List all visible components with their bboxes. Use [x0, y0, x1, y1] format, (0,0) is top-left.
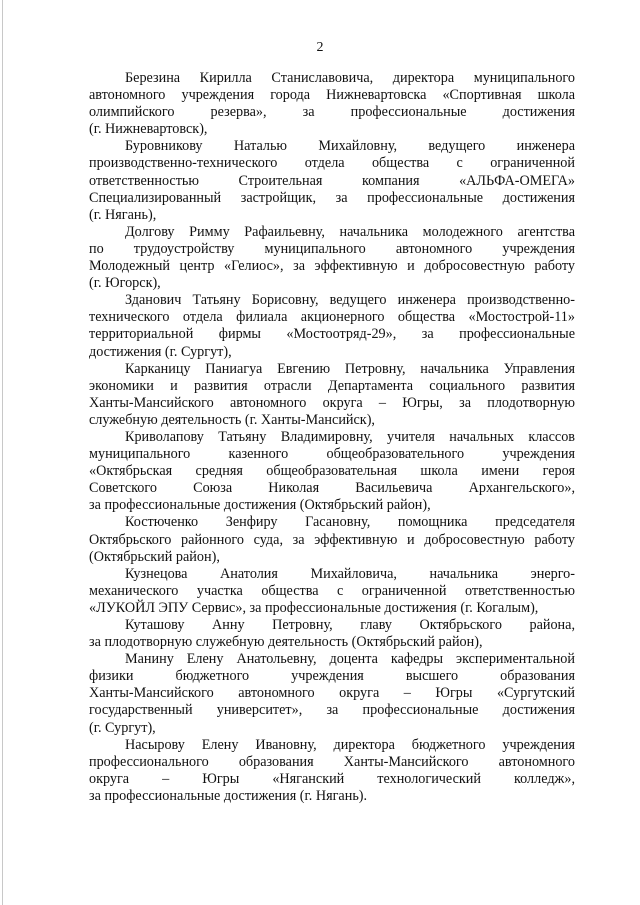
paragraph-line: Манину Елену Анатольевну, доцента кафедры экспериментальной	[125, 651, 575, 668]
paragraph-line: Ханты-Мансийского автономного округа – Югры «Сургутский	[89, 685, 575, 702]
paragraph-line: «Октябрьская средняя общеобразовательная школа имени героя	[89, 463, 575, 480]
award-paragraph	[89, 429, 575, 514]
paragraph-line: Насырову Елену Ивановну, директора бюджетного учреждения	[125, 736, 575, 753]
paragraph-line: за профессиональные достижения (Октябрьский район),	[89, 497, 431, 514]
award-paragraph	[89, 70, 575, 138]
paragraph-line: Куташову Анну Петровну, главу Октябрьского района,	[125, 617, 575, 633]
paragraph-line: Криволапову Татьяну Владимировну, учителя начальных классов	[125, 428, 575, 445]
paragraph-line: Ханты-Мансийского автономного округа – Югры, за плодотворную	[89, 394, 575, 411]
paragraph-line: Карканицу Паниагуа Евгению Петровну, начальника Управления	[125, 360, 575, 377]
paragraph-line: Буровникову Наталью Михайловну, ведущего инженера	[125, 138, 575, 155]
paragraph-line: служебную деятельность (г. Ханты-Мансийск),	[89, 411, 375, 428]
paragraph-line: по трудоустройству муниципального автономного учреждения	[89, 240, 575, 257]
paragraph-line: муниципального казенного общеобразовательного учреждения	[89, 446, 575, 463]
paragraph-line: ответственностью Строительная компания «АЛЬФА-ОМЕГА»	[89, 172, 575, 189]
paragraph-line: за профессиональные достижения (г. Нягань).	[89, 787, 368, 804]
paragraph-line: технического отдела филиала акционерного общества «Мостострой-11»	[89, 309, 575, 326]
award-paragraph	[89, 361, 575, 429]
award-paragraph	[89, 138, 575, 223]
paragraph-line: «ЛУКОЙЛ ЭПУ Сервис», за профессиональные достижения (г. Когалым),	[89, 599, 539, 616]
paragraph-line: Костюченко Зенфиру Гасановну, помощника председателя	[125, 514, 575, 531]
paragraph-line: автономного учреждения города Нижневартовска «Спортивная школа	[89, 87, 575, 104]
paragraph-line: (г. Нягань),	[89, 206, 157, 223]
paragraph-line: экономики и развития отрасли Департамента социального развития	[89, 377, 575, 394]
paragraph-line: Долгову Римму Рафаильевну, начальника молодежного агентства	[125, 223, 575, 240]
page-edge-line	[2, 0, 3, 905]
paragraph-line: государственный университет», за профессиональные достижения	[89, 702, 575, 719]
paragraph-line: профессионального образования Ханты-Мансийского автономного	[89, 753, 575, 770]
paragraph-line: округа – Югры «Няганский технологический колледж»,	[89, 770, 575, 787]
paragraph-line: (г. Нижневартовск),	[89, 121, 208, 138]
paragraph-line: механического участка общества с ограниченной ответственностью	[89, 582, 575, 599]
document-body	[89, 70, 575, 805]
award-paragraph	[89, 566, 575, 617]
paragraph-line: Кузнецова Анатолия Михайловича, начальника энерго-	[125, 565, 575, 582]
paragraph-line: (Октябрьский район),	[89, 548, 220, 565]
award-paragraph	[89, 514, 575, 565]
award-paragraph	[89, 617, 575, 651]
page-number: 2	[316, 40, 324, 55]
award-paragraph	[89, 224, 575, 292]
paragraph-line: производственно-технического отдела общества с ограниченной	[89, 155, 575, 172]
paragraph-line: территориальной фирмы «Мостоотряд-29», за профессиональные	[89, 326, 575, 343]
paragraph-line: олимпийского резерва», за профессиональные достижения	[89, 104, 575, 121]
paragraph-line: (г. Сургут),	[89, 719, 156, 736]
paragraph-line: (г. Югорск),	[89, 275, 161, 292]
paragraph-line: достижения (г. Сургут),	[89, 343, 232, 360]
paragraph-line: Молодежный центр «Гелиос», за эффективную и добросовестную работу	[89, 258, 575, 275]
paragraph-line: Специализированный застройщик, за профессиональные достижения	[89, 189, 575, 206]
award-paragraph	[89, 737, 575, 805]
award-paragraph	[89, 292, 575, 360]
paragraph-line: за плодотворную служебную деятельность (Октябрьский район),	[89, 634, 483, 651]
paragraph-line: Зданович Татьяну Борисовну, ведущего инженера производственно-	[125, 292, 575, 309]
award-paragraph	[89, 651, 575, 736]
paragraph-line: физики бюджетного учреждения высшего образования	[89, 668, 575, 685]
paragraph-line: Советского Союза Николая Васильевича Архангельского»,	[89, 480, 575, 497]
paragraph-line: Октябрьского районного суда, за эффективную и добросовестную работу	[89, 531, 575, 548]
paragraph-line: Березина Кирилла Станиславовича, директора муниципального	[125, 70, 575, 86]
